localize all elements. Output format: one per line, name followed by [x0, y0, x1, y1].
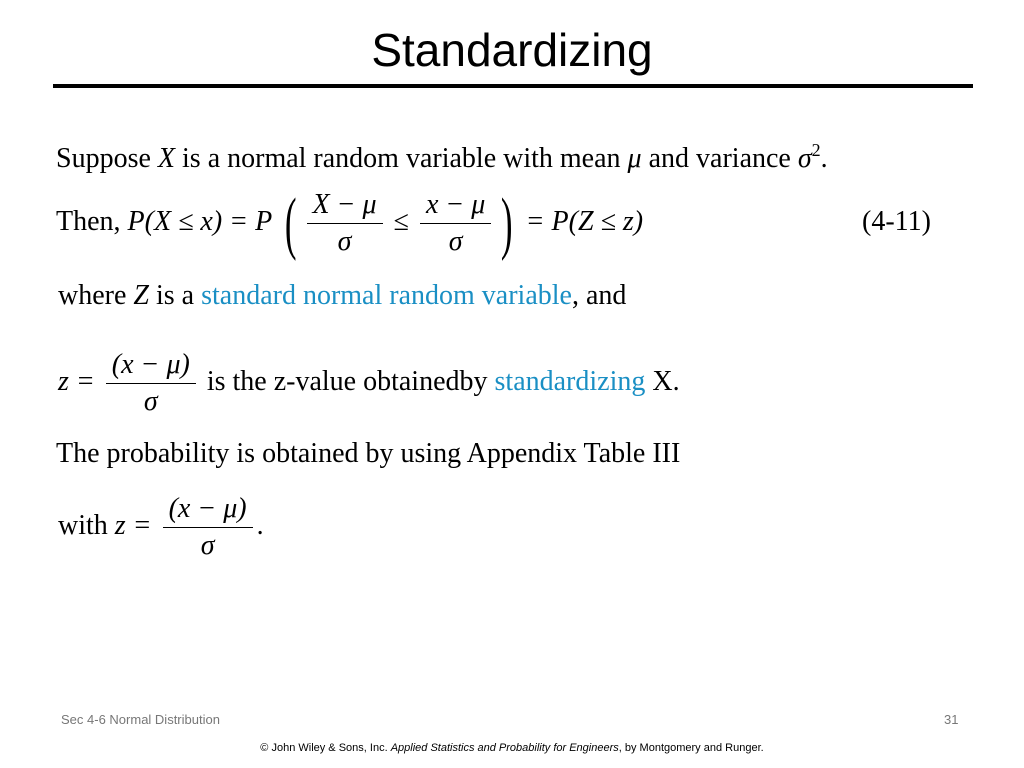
period-2: . [256, 510, 264, 541]
z-definition [58, 340, 680, 424]
equation-lhs: P(X ≤ x) = P [127, 206, 273, 237]
fraction-2 [420, 187, 491, 261]
text-X: X. [645, 366, 680, 397]
z-fraction-2-numerator: (x − μ) [168, 492, 247, 524]
z-fraction-denominator: σ [143, 386, 158, 418]
equation-rhs: = P(Z ≤ z) [525, 206, 644, 237]
book-title: Applied Statistics and Probability for Engineers [390, 742, 619, 754]
slide-title: Standardizing [371, 24, 653, 76]
copyright-line [0, 742, 1024, 754]
symbol-mu: μ [627, 143, 642, 174]
fraction-1-denominator: σ [337, 226, 352, 258]
text-with: with [58, 510, 115, 541]
copyright-pre: © John Wiley & Sons, Inc. [260, 742, 391, 754]
fraction-1 [307, 187, 383, 261]
standard-normal-link[interactable]: standard normal random variable [201, 280, 572, 311]
equation-4-11 [56, 180, 643, 264]
with-z-definition [58, 484, 264, 568]
z-fraction-2-denominator: σ [200, 530, 215, 562]
equation-number: (4-11) [862, 206, 931, 237]
text-where: where [58, 280, 134, 311]
text-suppose: Suppose [56, 143, 158, 174]
text-is-a: is a [148, 280, 202, 311]
page-number: 31 [944, 712, 959, 727]
var-Z: Z [133, 280, 149, 311]
z-fraction-2 [163, 491, 253, 565]
fraction-1-numerator: X − μ [312, 188, 377, 220]
z-equals-2: z = [114, 510, 152, 541]
text-variance: and variance [641, 143, 798, 174]
period: . [820, 143, 828, 174]
standardizing-link[interactable]: standardizing [494, 366, 646, 397]
exponent-2: 2 [811, 140, 821, 160]
z-fraction-numerator: (x − μ) [111, 348, 190, 380]
text-mean: is a normal random variable with mean [175, 143, 628, 174]
left-paren: ( [285, 184, 297, 262]
right-paren: ) [501, 184, 513, 262]
fraction-2-denominator: σ [448, 226, 463, 258]
where-sentence [58, 280, 626, 312]
text-then: Then, [56, 206, 128, 237]
le-symbol: ≤ [393, 206, 409, 237]
copyright-post: , by Montgomery and Runger. [618, 742, 764, 754]
footer-section: Sec 4-6 Normal Distribution [61, 712, 220, 727]
intro-sentence [56, 134, 828, 175]
text-z-value: is the z-value obtainedby [206, 366, 495, 397]
z-equals: z = [58, 366, 95, 397]
z-fraction [106, 347, 196, 421]
var-X: X [157, 143, 176, 174]
fraction-2-numerator: x − μ [425, 188, 486, 220]
text-and: , and [571, 280, 627, 311]
appendix-sentence: The probability is obtained by using Appendix Table III [56, 438, 681, 469]
title-divider [53, 84, 973, 88]
symbol-sigma: σ [797, 143, 812, 174]
